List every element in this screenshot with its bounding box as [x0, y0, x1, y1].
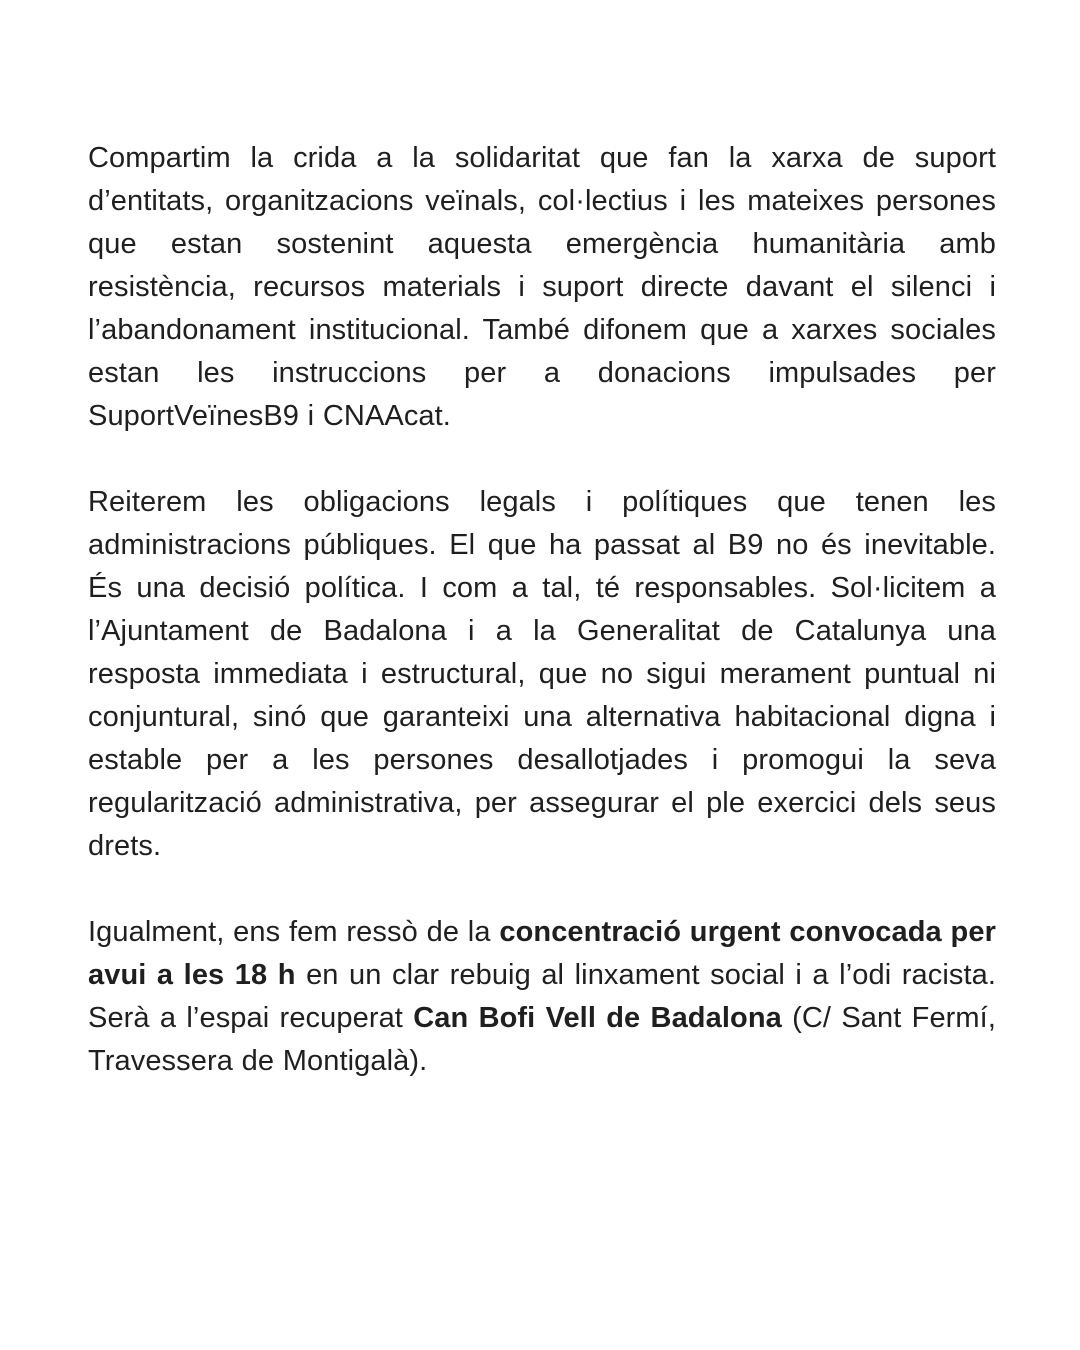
- text-run: en un clar rebuig al linxament social i a l’odi racista. Serà a l’espai recuperat: [88, 959, 997, 1034]
- bold-text-run: concentració urgent convocada per avui a les 18 h: [88, 916, 996, 991]
- text-run: (C/ Sant Fermí, Travessera de Montigalà).: [88, 1002, 997, 1077]
- paragraph-3: [88, 911, 996, 1083]
- text-run: Reiterem les obligacions legals i polítiques que tenen les administracions públiques. El que ha passat al B9 no és inevitable. És una decisió política. I com a tal, té responsables. Sol·licitem a l’Ajuntament de Badalona i a la Generalitat de Catalunya una resposta immediata i estructural, que no sigui merament puntual ni conjuntural, sinó que garanteixi una alternativa habitacional digna i estable per a les persones desallotjades i promogui la seva regularització administrativa, per assegurar el ple exercici dels seus drets.: [88, 486, 996, 862]
- text-run: Igualment, ens fem ressò de la: [88, 916, 500, 948]
- bold-text-run: Can Bofi Vell de Badalona: [413, 1002, 782, 1034]
- paragraph-1: [88, 137, 996, 438]
- paragraph-2: [88, 481, 996, 868]
- document-content: [88, 137, 996, 1083]
- text-run: Compartim la crida a la solidaritat que fan la xarxa de suport d’entitats, organitzacions veïnals, col·lectius i les mateixes persones que estan sostenint aquesta emergència humanitària amb resistència, recursos materials i suport directe davant el silenci i l’abandonament institucional. També difonem que a xarxes sociales estan les instruccions per a donacions impulsades per SuportVeïnesB9 i CNAAcat.: [88, 142, 996, 432]
